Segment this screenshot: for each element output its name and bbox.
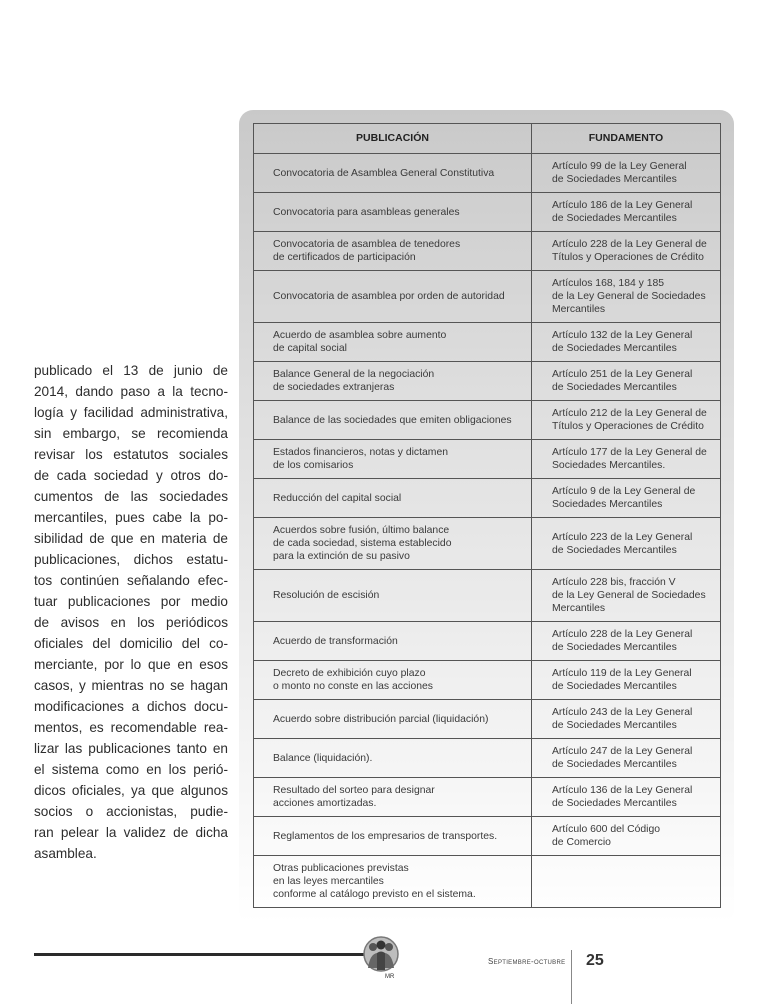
table-row (254, 440, 721, 479)
body-text-column (34, 360, 228, 864)
body-text-line: publicaciones, dichos estatu- (34, 552, 228, 567)
table-row (254, 570, 721, 622)
cell-fundamento: Artículo 228 de la Ley General de Títulos y Operaciones de Crédito (532, 232, 721, 271)
table-row (254, 479, 721, 518)
cell-fundamento: Artículo 228 de la Ley General de Sociedades Mercantiles (532, 622, 721, 661)
cell-publicacion: Reglamentos de los empresarios de transportes. (254, 817, 532, 856)
table-row (254, 323, 721, 362)
body-text-line: de cada sociedad y otros do- (34, 468, 228, 483)
table-row (254, 700, 721, 739)
body-text-line: el sistema como en los perió- (34, 762, 228, 777)
header-publicacion: PUBLICACIÓN (254, 124, 532, 154)
cell-publicacion: Acuerdos sobre fusión, último balance de cada sociedad, sistema establecido para la extinción de su pasivo (254, 518, 532, 570)
body-text-line: logía y facilidad administrativa, (34, 405, 228, 420)
header-fundamento: FUNDAMENTO (532, 124, 721, 154)
cell-fundamento: Artículo 9 de la Ley General de Sociedades Mercantiles (532, 479, 721, 518)
magazine-date: Septiembre-octubre (488, 957, 566, 966)
page-number: 25 (586, 952, 604, 969)
table-row (254, 661, 721, 700)
cell-publicacion: Convocatoria de asamblea de tenedores de certificados de participación (254, 232, 532, 271)
magazine-logo (358, 934, 404, 980)
publications-table (253, 123, 721, 908)
body-text-line: mentos, es recomendable rea- (34, 720, 228, 735)
cell-fundamento: Artículos 168, 184 y 185 de la Ley General de Sociedades Mercantiles (532, 271, 721, 323)
logo-text: MR (385, 974, 395, 980)
cell-fundamento: Artículo 600 del Código de Comercio (532, 817, 721, 856)
cell-publicacion: Estados financieros, notas y dictamen de los comisarios (254, 440, 532, 479)
body-text-line: socios o accionistas, pudie- (34, 804, 228, 819)
body-text-line: publicado el 13 de junio de (34, 363, 228, 378)
cell-fundamento: Artículo 243 de la Ley General de Sociedades Mercantiles (532, 700, 721, 739)
table-row (254, 817, 721, 856)
table-row (254, 856, 721, 908)
body-text-line: modificaciones a dichos docu- (34, 699, 228, 714)
cell-fundamento: Artículo 99 de la Ley General de Sociedades Mercantiles (532, 154, 721, 193)
cell-fundamento: Artículo 132 de la Ley General de Sociedades Mercantiles (532, 323, 721, 362)
cell-publicacion: Acuerdo de transformación (254, 622, 532, 661)
cell-fundamento: Artículo 212 de la Ley General de Títulos y Operaciones de Crédito (532, 401, 721, 440)
cell-fundamento: Artículo 136 de la Ley General de Sociedades Mercantiles (532, 778, 721, 817)
cell-fundamento: Artículo 186 de la Ley General de Sociedades Mercantiles (532, 193, 721, 232)
cell-publicacion: Reducción del capital social (254, 479, 532, 518)
body-text-line: mercantiles, pues cabe la po- (34, 510, 228, 525)
body-text-line: sibilidad de que en materia de (34, 531, 228, 546)
cell-publicacion: Balance General de la negociación de sociedades extranjeras (254, 362, 532, 401)
body-text-line: sin embargo, se recomienda (34, 426, 228, 441)
table-row (254, 232, 721, 271)
cell-publicacion: Acuerdo sobre distribución parcial (liquidación) (254, 700, 532, 739)
cell-publicacion: Balance (liquidación). (254, 739, 532, 778)
footer-divider (571, 950, 572, 1004)
body-text-line: tuar publicaciones por medio (34, 594, 228, 609)
table-row (254, 154, 721, 193)
body-text-line: asamblea. (34, 846, 97, 861)
table-row (254, 401, 721, 440)
body-text-line: de avisos en los periódicos (34, 615, 228, 630)
cell-fundamento (532, 856, 721, 908)
body-text-line: ran pelear la validez de dicha (34, 825, 228, 840)
cell-publicacion: Decreto de exhibición cuyo plazo o monto no conste en las acciones (254, 661, 532, 700)
body-text-line: revisar los estatutos sociales (34, 447, 228, 462)
cell-publicacion: Acuerdo de asamblea sobre aumento de capital social (254, 323, 532, 362)
body-text-line: tos continúen señalando efec- (34, 573, 228, 588)
cell-fundamento: Artículo 247 de la Ley General de Sociedades Mercantiles (532, 739, 721, 778)
cell-fundamento: Artículo 228 bis, fracción V de la Ley General de Sociedades Mercantiles (532, 570, 721, 622)
body-text-line: lizar las publicaciones tanto en (34, 741, 228, 756)
cell-publicacion: Convocatoria para asambleas generales (254, 193, 532, 232)
table-header-row (254, 124, 721, 154)
body-text-line: oficiales del domicilio del co- (34, 636, 228, 651)
cell-fundamento: Artículo 223 de la Ley General de Sociedades Mercantiles (532, 518, 721, 570)
body-text-line: casos, y mientras no se hagan (34, 678, 228, 693)
body-text-line: dicos oficiales, ya que algunos (34, 783, 228, 798)
cell-publicacion: Resultado del sorteo para designar acciones amortizadas. (254, 778, 532, 817)
cell-fundamento: Artículo 177 de la Ley General de Sociedades Mercantiles. (532, 440, 721, 479)
table-row (254, 271, 721, 323)
cell-publicacion: Convocatoria de Asamblea General Constitutiva (254, 154, 532, 193)
table-row (254, 739, 721, 778)
table-row (254, 778, 721, 817)
cell-fundamento: Artículo 119 de la Ley General de Sociedades Mercantiles (532, 661, 721, 700)
cell-fundamento: Artículo 251 de la Ley General de Sociedades Mercantiles (532, 362, 721, 401)
body-text-line: merciante, por lo que en esos (34, 657, 228, 672)
cell-publicacion: Otras publicaciones previstas en las leyes mercantiles conforme al catálogo previsto en el sistema. (254, 856, 532, 908)
table-row (254, 518, 721, 570)
table-row (254, 193, 721, 232)
table-row (254, 362, 721, 401)
table-row (254, 622, 721, 661)
cell-publicacion: Balance de las sociedades que emiten obligaciones (254, 401, 532, 440)
body-text-line: cumentos de las sociedades (34, 489, 228, 504)
cell-publicacion: Resolución de escisión (254, 570, 532, 622)
body-text-line: 2014, dando paso a la tecno- (34, 384, 228, 399)
cell-publicacion: Convocatoria de asamblea por orden de autoridad (254, 271, 532, 323)
footer-rule (34, 953, 366, 956)
